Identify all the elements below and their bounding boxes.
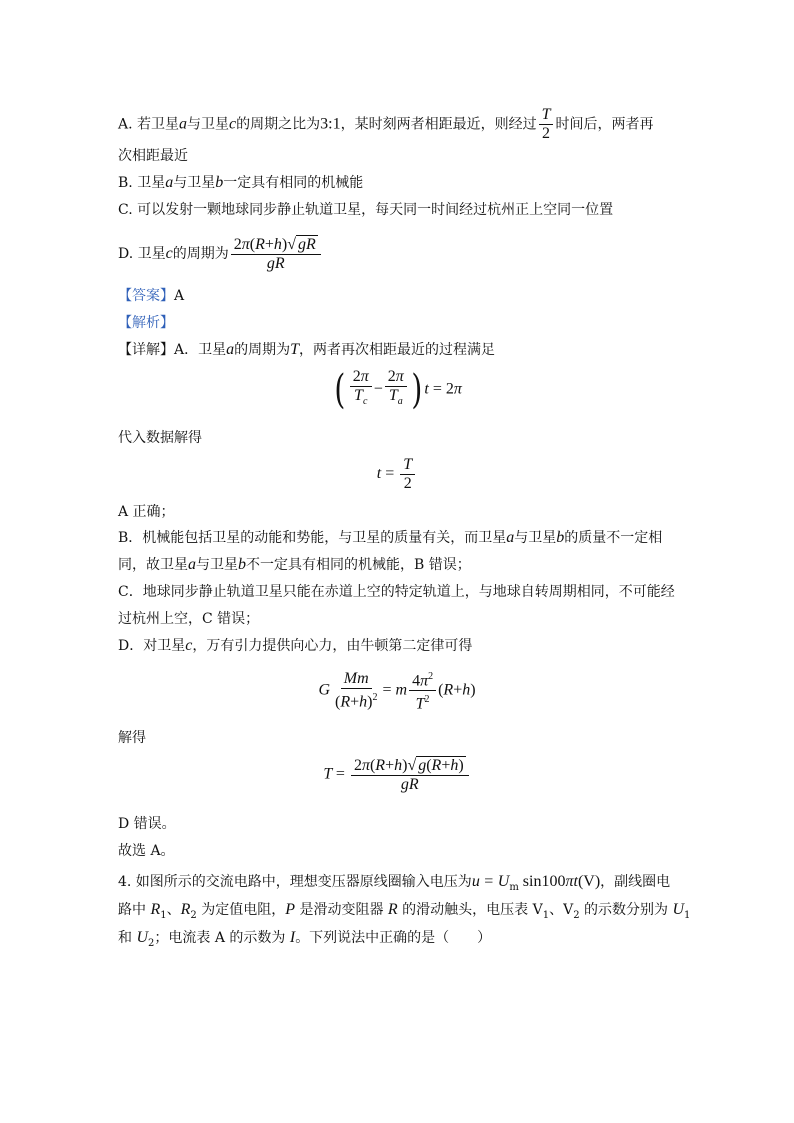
detail-c: C．地球同步静止轨道卫星只能在赤道上空的特定轨道上，与地球自转周期相同，不可能经	[118, 584, 675, 600]
equation-period: T = $\frac{2\pi(R+h)√ g(R+h)}{gR}$	[0, 756, 794, 794]
answer-line: 【答案】A	[118, 288, 185, 304]
detail-c-cont: 过杭州上空，C 错误；	[118, 611, 260, 627]
detail-a: 【详解】A．卫星a的周期为T，两者再次相距最近的过程满足	[118, 341, 496, 358]
fraction-t-over-2: $\frac{T}{2}$	[539, 106, 554, 143]
question-4: 4. 如图所示的交流电路中，理想变压器原线圈输入电压为$u = U_m$ sin100πt(V)，副线圈电	[118, 873, 671, 893]
substitute-line: 代入数据解得	[118, 430, 202, 446]
option-a-cont: 次相距最近	[118, 148, 188, 164]
a-correct: A 正确；	[118, 504, 175, 520]
question-4-line3: 和 $U_2$；电流表 A 的示数为 I。下列说法中正确的是（ ）	[118, 929, 492, 949]
question-4-line2: 路中 $R_1$、$R_2$ 为定值电阻，P 是滑动变阻器 R 的滑动触头，电压表 $V_1$、$V_2$ 的示数分别为 $U_1$	[118, 901, 691, 921]
solve-line: 解得	[118, 730, 146, 746]
equation-angular: ( $\frac{2\pi}{T_c}$ − $\frac{2\pi}{T_a}$ ) t = 2π	[334, 366, 462, 413]
choose-line: 故选 A。	[118, 843, 175, 859]
option-b: B. 卫星a与卫星b一定具有相同的机械能	[118, 174, 364, 191]
option-c: C. 可以发射一颗地球同步静止轨道卫星，每天同一时间经过杭州正上空同一位置	[118, 202, 614, 218]
option-a: A. 若卫星a与卫星c的周期之比为3:1，某时刻两者相距最近，则经过 $\frac{T}{2}$ 时间后，两者再	[118, 106, 654, 142]
detail-b: B．机械能包括卫星的动能和势能，与卫星的质量有关，而卫星a与卫星b的质量不一定相	[118, 529, 663, 546]
formula-period-c: $\frac{2\pi(R+h)√ gR}{gR}$	[231, 235, 321, 273]
equation-gravity: G $\frac{Mm}{(R+h)^2}$ = m $\frac{4\pi^2}{T^2}$ (R+h)	[0, 668, 794, 714]
analysis-line: 【解析】	[118, 315, 174, 331]
detail-b-cont: 同，故卫星a与卫星b不一定具有相同的机械能，B 错误；	[118, 556, 471, 573]
d-wrong: D 错误。	[118, 816, 176, 832]
detail-d: D．对卫星c，万有引力提供向心力，由牛顿第二定律可得	[118, 637, 473, 654]
option-d: D. 卫星c的周期为 $\frac{2\pi(R+h)√ gR}{gR}$	[118, 235, 323, 273]
equation-t: t = $\frac{T}{2}$	[0, 456, 794, 493]
